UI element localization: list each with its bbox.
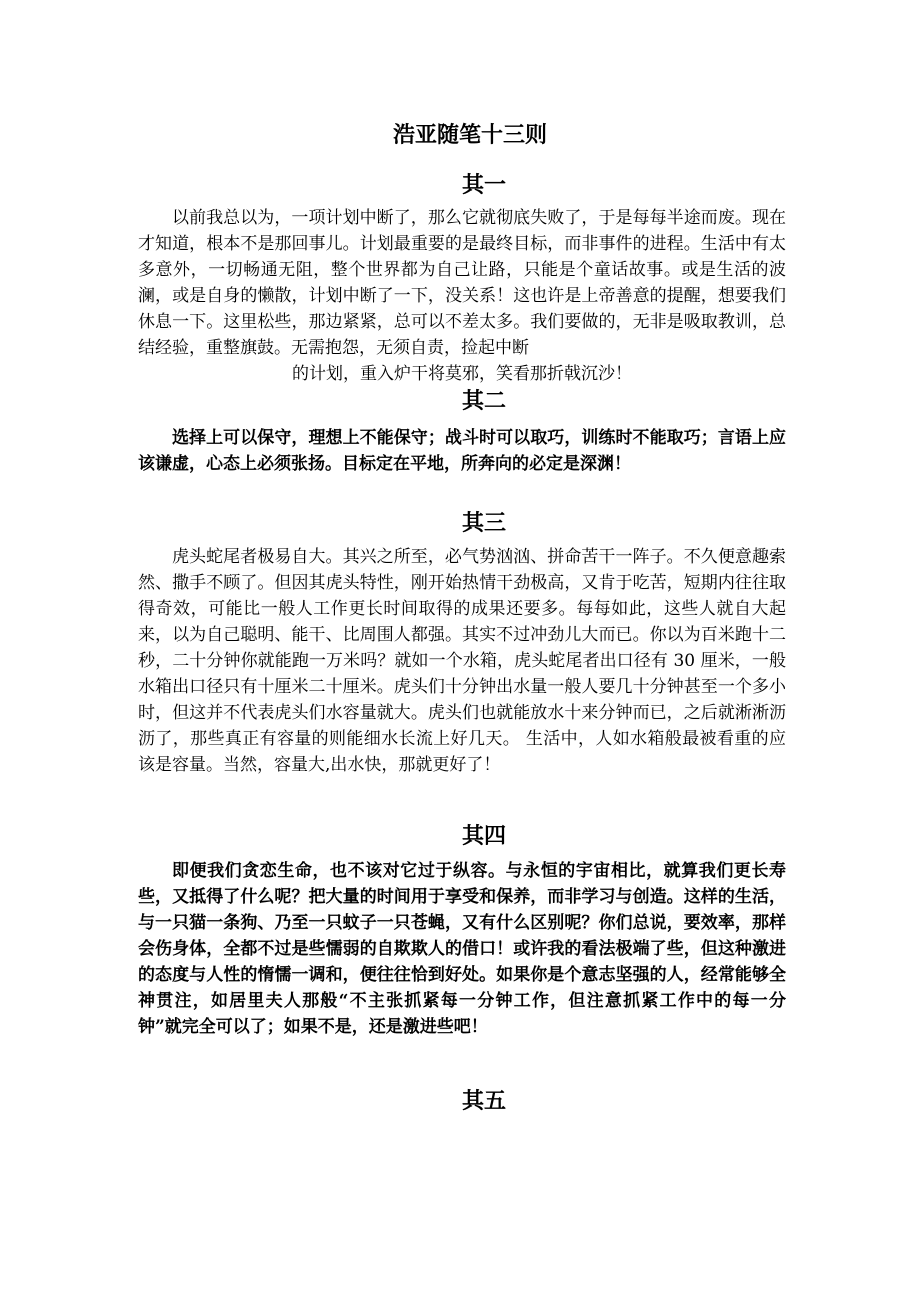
- section-body-1-text: 以前我总以为，一项计划中断了，那么它就彻底失败了，于是每每半途而废。现在才知道，根本不是那回事儿。计划最重要的是最终目标，而非事件的进程。生活中有太多意外，一切畅通无阻，整个世界都为自己让路，只能是个童话故事。或是生活的波澜，或是自身的懒散，计划中断了一下，没关系！这也许是上帝善意的提醒，想要我们休息一下。这里松些，那边紧紧，总可以不差太多。我们要做的，无非是吸取教训，总结经验，重整旗鼓。无需抱怨，无须自责，捡起中断: [138, 208, 786, 358]
- section-body-1-tail: 的计划，重入炉干将莫邪，笑看那折戟沉沙！: [292, 364, 632, 384]
- section-body-3: 虎头蛇尾者极易自大。其兴之所至，必气势汹汹、拼命苦干一阵子。不久便意趣索然、撒手不顾了。但因其虎头特性，刚开始热情干劲极高，又肯于吃苦，短期内往往取得奇效，可能比一般人工作更长时间取得的成果还要多。每每如此，这些人就自大起来，以为自己聪明、能干、比周围人都强。其实不过冲劲儿大而已。你以为百米跑十二秒，二十分钟你就能跑一万米吗？就如一个水箱，虎头蛇尾者出口径有 30 厘米，一般水箱出口径只有十厘米二十厘米。虎头们十分钟出水量一般人要几十分钟甚至一个多小时，但这并不代表虎头们水容量就大。虎头们也就能放水十来分钟而已，之后就淅淅沥沥了，那些真正有容量的则能细水长流上好几天。 生活中，人如水箱般最被看重的应该是容量。当然，容量大,出水快，那就更好了！: [138, 547, 786, 775]
- section-heading-4: 其四: [461, 823, 506, 849]
- section-heading-5: 其五: [461, 1088, 506, 1114]
- document-title: 浩亚随笔十三则: [392, 122, 547, 148]
- section-body-1: [138, 205, 786, 387]
- section-heading-2: 其二: [461, 388, 506, 414]
- section-body-4: 即便我们贪恋生命，也不该对它过于纵容。与永恒的宇宙相比，就算我们更长寿些，又抵得了什么呢？把大量的时间用于享受和保养，而非学习与创造。这样的生活，与一只猫一条狗、乃至一只蚊子一只苍蝇，又有什么区别呢？你们总说，要效率，那样会伤身体，全都不过是些懦弱的自欺欺人的借口！或许我的看法极端了些，但这种激进的态度与人性的惰懦一调和，便往往恰到好处。如果你是个意志坚强的人，经常能够全神贯注，如居里夫人那般“不主张抓紧每一分钟工作，但注意抓紧工作中的每一分钟”就完全可以了；如果不是，还是激进些吧！: [138, 861, 786, 1037]
- section-heading-1: 其一: [461, 172, 506, 198]
- section-body-2: 选择上可以保守，理想上不能保守；战斗时可以取巧，训练时不能取巧；言语上应该谦虚，心态上必须张扬。目标定在平地，所奔向的必定是深渊！: [138, 428, 786, 474]
- section-heading-3: 其三: [461, 510, 506, 536]
